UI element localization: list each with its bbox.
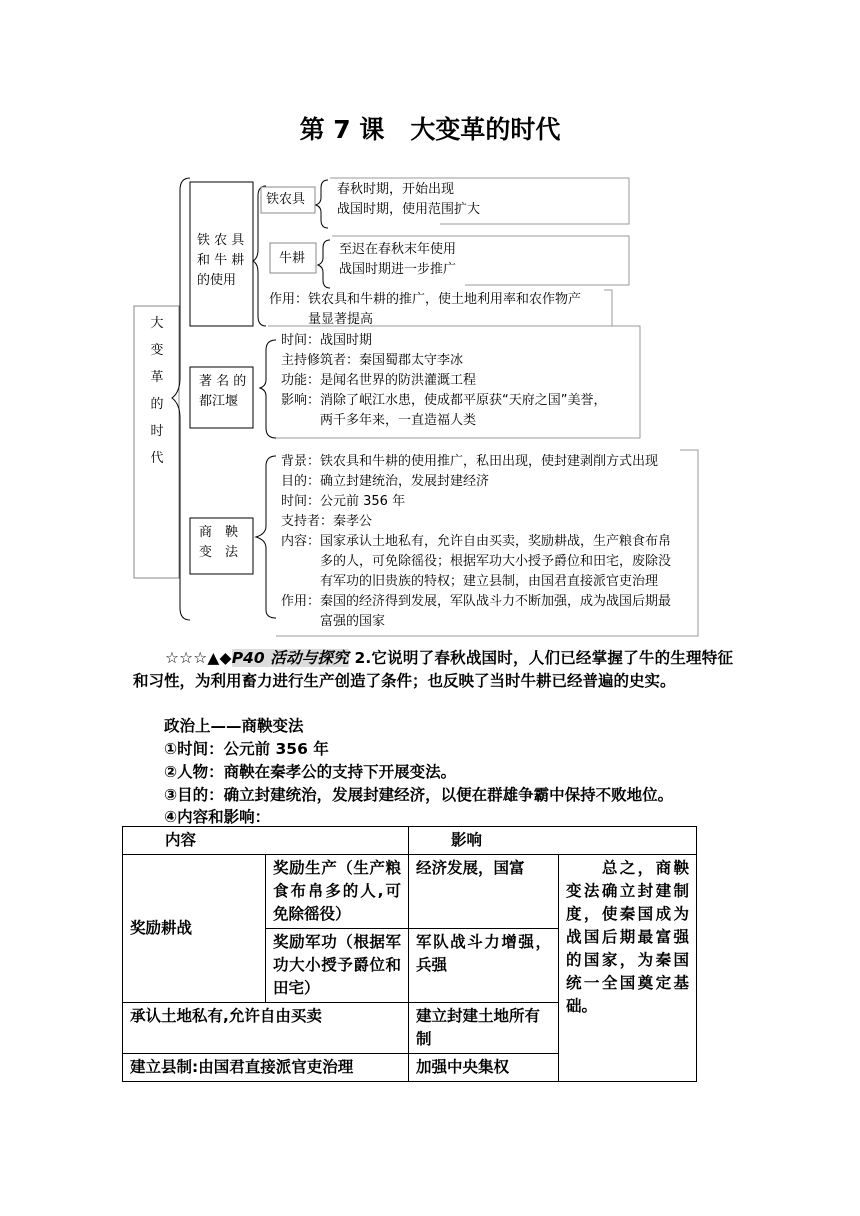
shangyang-detail: 背景：铁农具和牛耕的使用推广，私田出现，使封建剥削方式出现 目的：确立封建统治，发展封建经济 时间：公元前 356 年 支持者：秦孝公 内容：国家承认土地私有，允许自由买卖，奖励耕战，生产粮食布帛 多的人，可免除徭役；根据军功大小授予爵位和田宅，废除没 有军功的旧贵族的特权；建立县制，由国君直接派官吏治理 作用：秦国的经济得到发展，军队战斗力不断加强，成为战国后期最 富强的国家	[281, 454, 672, 629]
oxen-detail: 至迟在春秋末年使用 战国时期进一步推广	[339, 242, 457, 277]
reform-item-person: ②人物：商鞅在秦孝公的支持下开展变法。	[164, 763, 457, 781]
cell-effect: 军队战斗力增强，兵强	[409, 929, 559, 1003]
tools-effect: 作用：铁农具和牛耕的推广，使土地利用率和农作物产 量显著提高	[269, 292, 582, 327]
sec1-label: 铁 农 具 和 牛 耕 的使用	[197, 233, 245, 288]
reform-item-purpose: ③目的：确立封建统治，发展封建经济，以便在群雄争霸中保持不败地位。	[164, 786, 674, 804]
reform-item-content: ④内容和影响：	[164, 808, 271, 826]
root-label: 大 变 革 的 时 代	[150, 316, 164, 466]
cell-group: 奖励耕战	[123, 855, 266, 1003]
header-effect: 影响	[409, 827, 697, 855]
main-brace	[172, 178, 190, 620]
activity-paragraph: ☆☆☆▲◆P40 活动与探究 2.它说明了春秋战国时，人们已经掌握了牛的生理特征和习性，为利用畜力进行生产创造了条件；也反映了当时牛耕已经普遍的史实。	[133, 649, 734, 690]
table-row	[123, 855, 697, 929]
sec2-brace	[260, 340, 276, 438]
cell-content: 承认土地私有,允许自由买卖	[123, 1003, 409, 1054]
cell-content: 奖励生产（生产粮食布帛多的人,可免除徭役）	[266, 855, 409, 929]
page-title: 第 7 课 大变革的时代	[299, 115, 561, 144]
reform-heading: 政治上——商鞅变法	[164, 717, 304, 735]
cell-content: 建立县制:由国君直接派官吏治理	[123, 1054, 409, 1082]
table-header-row	[123, 827, 697, 855]
cell-summary: 总之，商鞅变法确立封建制度，使秦国成为战国后期最富强的国家，为秦国统一全国奠定基础。	[559, 855, 697, 1082]
tools-label: 铁农具	[266, 192, 306, 207]
sec3-brace	[256, 456, 276, 618]
cell-effect: 建立封建土地所有制	[409, 1003, 559, 1054]
sec3-label: 商 鞅 变 法	[199, 525, 239, 560]
tools-detail: 春秋时期，开始出现 战国时期，使用范围扩大	[337, 182, 481, 217]
cell-effect: 经济发展，国富	[409, 855, 559, 929]
sec2-label: 著 名 的 都江堰	[199, 374, 247, 409]
reform-item-time: ①时间：公元前 356 年	[164, 740, 329, 758]
cell-content: 奖励军功（根据军功大小授予爵位和田宅）	[266, 929, 409, 1003]
oxen-brace	[318, 240, 330, 288]
reform-summary-table	[122, 826, 697, 1082]
dujiangyan-detail: 时间：战国时期 主持修筑者：秦国蜀郡太守李冰 功能：是闻名世界的防洪灌溉工程 影响：消除了岷江水患，使成都平原获“天府之国”美誉， 两千多年来，一直造福人类	[281, 333, 607, 428]
cell-effect: 加强中央集权	[409, 1054, 559, 1082]
activity-reference: P40 活动与探究	[231, 649, 349, 667]
sec1-brace	[253, 186, 266, 326]
tools-brace	[316, 180, 328, 228]
oxen-label: 牛耕	[279, 251, 306, 266]
header-content: 内容	[123, 827, 409, 855]
